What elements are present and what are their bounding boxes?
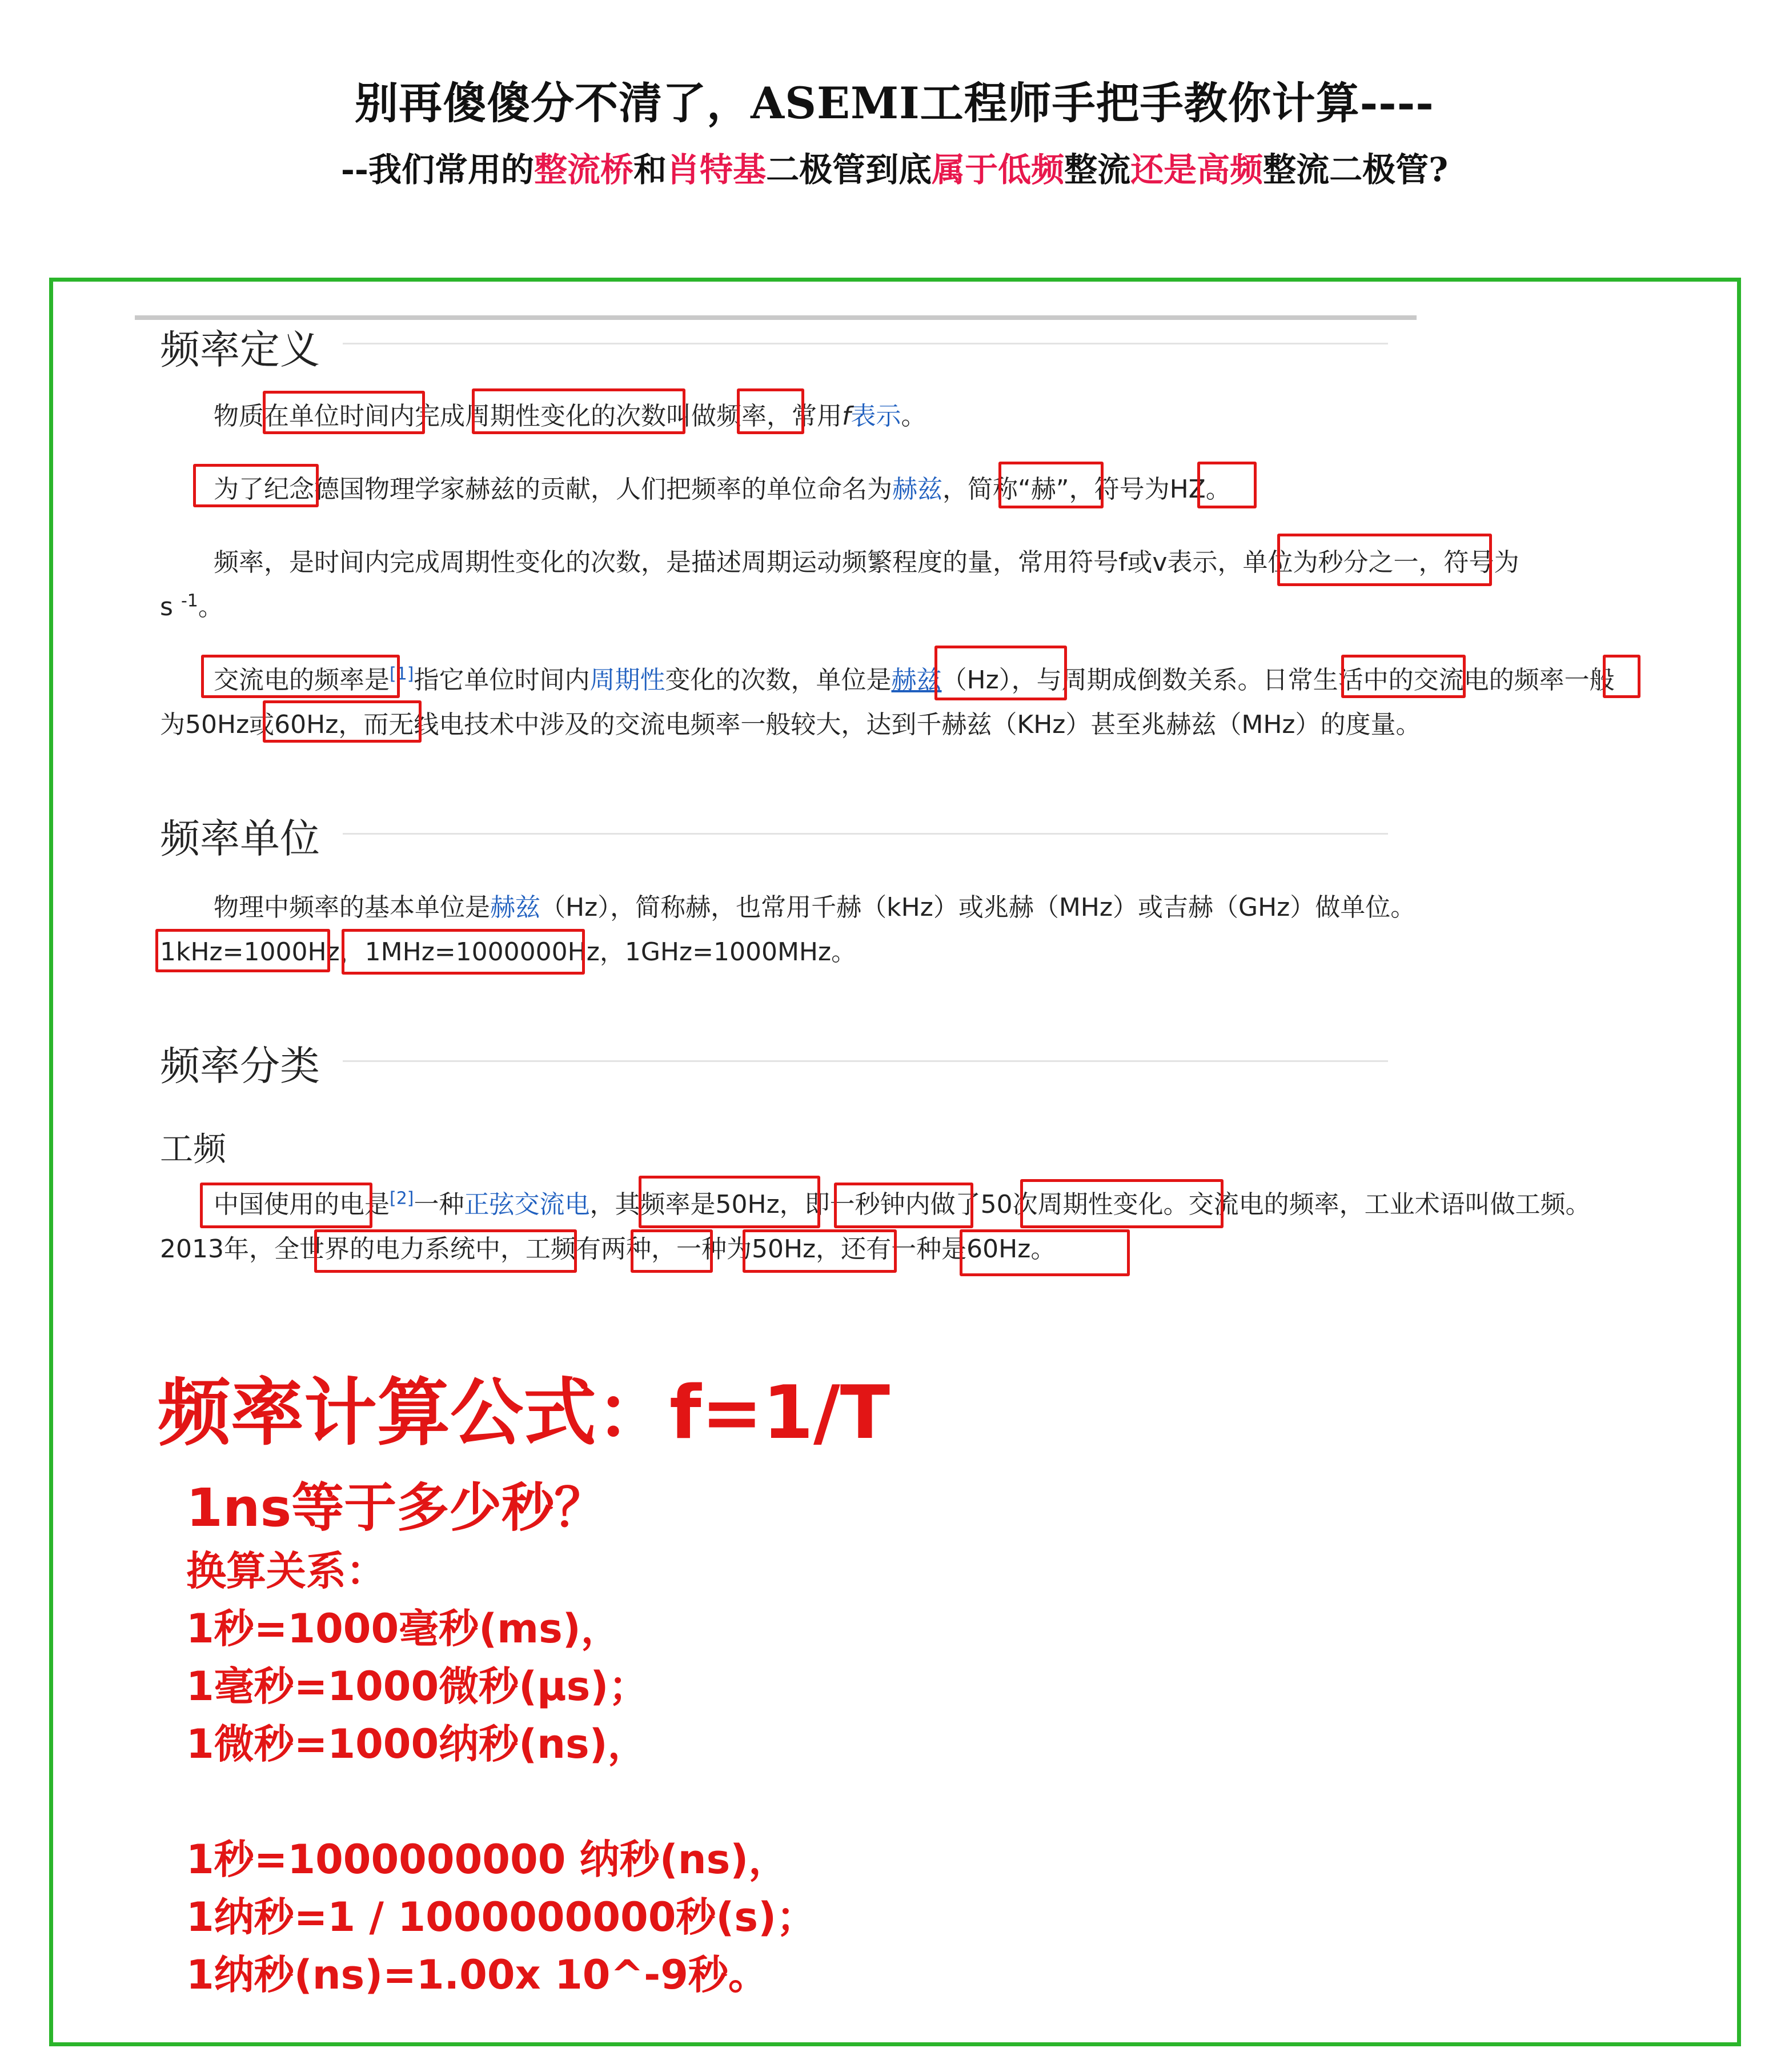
conversion-line: 1纳秒=1 / 1000000000秒(s)； <box>186 1894 817 1941</box>
subtitle-text: 整流 <box>1064 150 1131 189</box>
definition-paragraph-2: 为了纪念德国物理学家赫兹的贡献，人们把频率的单位命名为赫兹，简称“赫”，符号为HZ。 <box>214 475 1231 504</box>
conversion-line: 1秒=1000000000 纳秒(ns)， <box>186 1836 789 1883</box>
highlight-box <box>201 655 400 698</box>
link-hertz[interactable]: 赫兹 <box>892 475 942 504</box>
page-title: 别再傻傻分不清了，ASEMI工程师手把手教你计算---- <box>355 78 1434 129</box>
conversion-line: 1秒=1000毫秒(ms)， <box>186 1605 621 1652</box>
subtitle-highlight: 属于低频 <box>932 150 1065 189</box>
subtitle-text: 整流二极管? <box>1263 150 1449 189</box>
link-hertz-3[interactable]: 赫兹 <box>490 893 540 922</box>
conversion-block <box>186 1474 1671 2004</box>
highlight-box <box>743 1229 897 1273</box>
conversion-line: 换算关系： <box>186 1548 386 1594</box>
subsection-title: 工频 <box>160 1129 227 1168</box>
highlight-box <box>960 1229 1130 1276</box>
highlight-box <box>1277 534 1492 586</box>
section-rule <box>343 343 1388 344</box>
page-subtitle <box>0 143 1789 191</box>
highlight-box <box>314 1229 577 1273</box>
unit-paragraph: 物理中频率的基本单位是赫兹（Hz），简称赫，也常用千赫（kHz）或兆赫（MHz）或吉赫（GHz）做单位。 1kHz=1000Hz，1MHz=1000000Hz，1GHz=1000MHz。 <box>160 893 1416 967</box>
section-rule <box>343 833 1388 835</box>
section-rule <box>343 1060 1388 1062</box>
section-title-classification: 频率分类 <box>160 1043 320 1089</box>
highlight-box <box>1603 655 1640 698</box>
highlight-box <box>1341 655 1466 698</box>
highlight-box <box>1020 1179 1224 1228</box>
conversion-line: 1纳秒(ns)=1.00x 10^-9秒。 <box>186 1951 768 1998</box>
frequency-formula: 频率计算公式：f=1/T <box>158 1370 891 1456</box>
highlight-box <box>631 1229 713 1273</box>
subtitle-highlight: 还是高频 <box>1130 150 1263 189</box>
definition-paragraph-3: 频率，是时间内完成周期性变化的次数，是描述周期运动频繁程度的量，常用符号f或v表示，单位为秒分之一，符号为 s $^{-1}$。 <box>160 548 1519 622</box>
reference-2[interactable]: [2] <box>390 1188 414 1209</box>
conversion-line: 1毫秒=1000微秒(μs)； <box>186 1663 649 1710</box>
highlight-box <box>263 700 422 743</box>
highlight-box <box>472 388 685 434</box>
highlight-box <box>1197 462 1257 508</box>
section-title-definition: 频率定义 <box>160 326 320 373</box>
link-represent[interactable]: 表示 <box>851 402 901 431</box>
link-periodicity[interactable]: 周期性 <box>589 666 665 695</box>
conversion-line: 1微秒=1000纳秒(ns)， <box>186 1721 648 1768</box>
reference-1[interactable]: [1] <box>390 664 414 684</box>
highlight-box <box>155 929 330 972</box>
highlight-box <box>200 1183 372 1228</box>
highlight-box <box>998 462 1104 508</box>
highlight-box <box>193 464 319 507</box>
highlight-box <box>934 646 1067 700</box>
section-title-unit: 频率单位 <box>160 815 320 862</box>
highlight-box <box>834 1183 973 1228</box>
definition-paragraph-1: 物质在单位时间内完成周期性变化的次数叫做频率，常用f表示。 <box>214 402 926 431</box>
subtitle-highlight: 整流桥 <box>534 150 634 189</box>
subtitle-text: 和 <box>633 150 667 189</box>
highlight-box <box>342 929 585 975</box>
highlight-box <box>263 391 425 434</box>
conversion-question: 1ns等于多少秒？ <box>186 1477 607 1538</box>
link-sine-ac[interactable]: 正弦交流电 <box>464 1190 590 1219</box>
link-hertz-2[interactable]: 赫兹 <box>891 666 942 695</box>
subtitle-text: 二极管到底 <box>766 150 932 189</box>
definition-paragraph-4: 交流电的频率是[1]指它单位时间内周期性变化的次数，单位是赫兹（Hz），与周期成倒数关系。日常生活中的交流电的频率一般为50Hz或60Hz，而无线电技术中涉及的交流电频率一般较大，达到千赫兹（KHz）甚至兆赫兹（MHz）的度量。 <box>160 664 1615 739</box>
subtitle-text: --我们常用的 <box>340 150 535 189</box>
subtitle-highlight: 肖特基 <box>667 150 767 189</box>
classification-paragraph: 中国使用的电是[2]一种正弦交流电，其频率是50Hz，即一秒钟内做了50次周期性变化。交流电的频率，工业术语叫做工频。2013年，全世界的电力系统中，工频有两种，一种为50Hz，还有一种是60Hz。 <box>160 1188 1591 1264</box>
top-divider <box>135 315 1417 320</box>
highlight-box <box>639 1176 820 1228</box>
highlight-box <box>737 388 804 434</box>
